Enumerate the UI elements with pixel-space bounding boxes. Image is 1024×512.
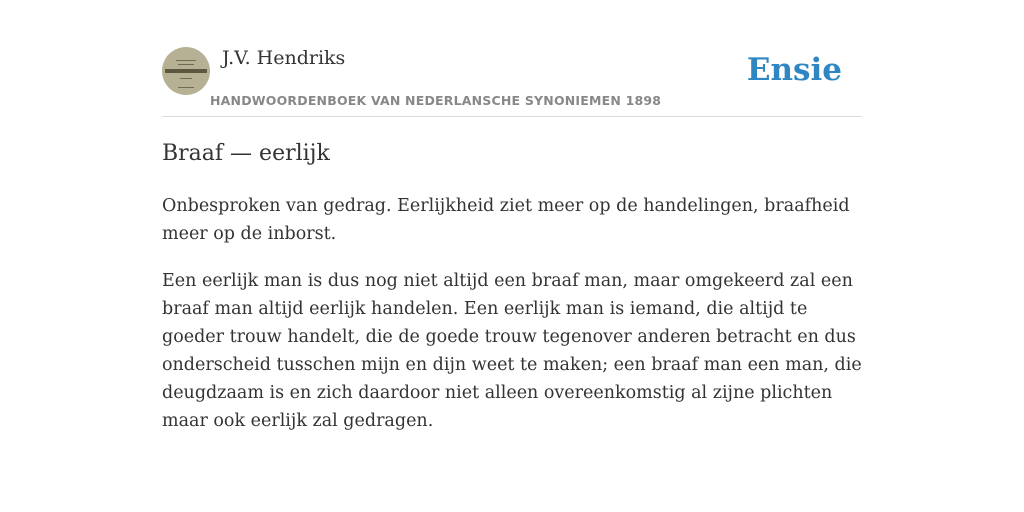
entry-title: Braaf — eerlijk [162, 141, 330, 166]
entry-body [162, 192, 862, 454]
entry-paragraph: Een eerlijk man is dus nog niet altijd een braaf man, maar omgekeerd zal een braaf man altijd eerlijk handelen. Een eerlijk man is iemand, die altijd te goeder trouw handelt, die de goede trouw tegenover anderen betracht en dus onderscheid tusschen mijn en dijn weet te maken; een braaf man een man, die deugdzaam is en zich daardoor niet alleen overeenkomstig al zijne plichten maar ook eerlijk zal gedragen. [162, 271, 862, 431]
cover-line [178, 64, 194, 65]
cover-line [176, 60, 196, 61]
cover-line [178, 87, 194, 88]
header [162, 44, 862, 117]
entry-paragraph: Onbesproken van gedrag. Eerlijkheid ziet meer op de handelingen, braafheid meer op de inborst. [162, 196, 850, 244]
cover-band [165, 69, 207, 73]
ensie-logo[interactable]: Ensie [746, 52, 842, 88]
cover-line [180, 78, 192, 79]
book-cover-icon[interactable] [162, 47, 210, 95]
author-name[interactable]: J.V. Hendriks [222, 47, 346, 69]
source-title[interactable]: HANDWOORDENBOEK VAN NEDERLANSCHE SYNONIEMEN 1898 [210, 93, 662, 108]
